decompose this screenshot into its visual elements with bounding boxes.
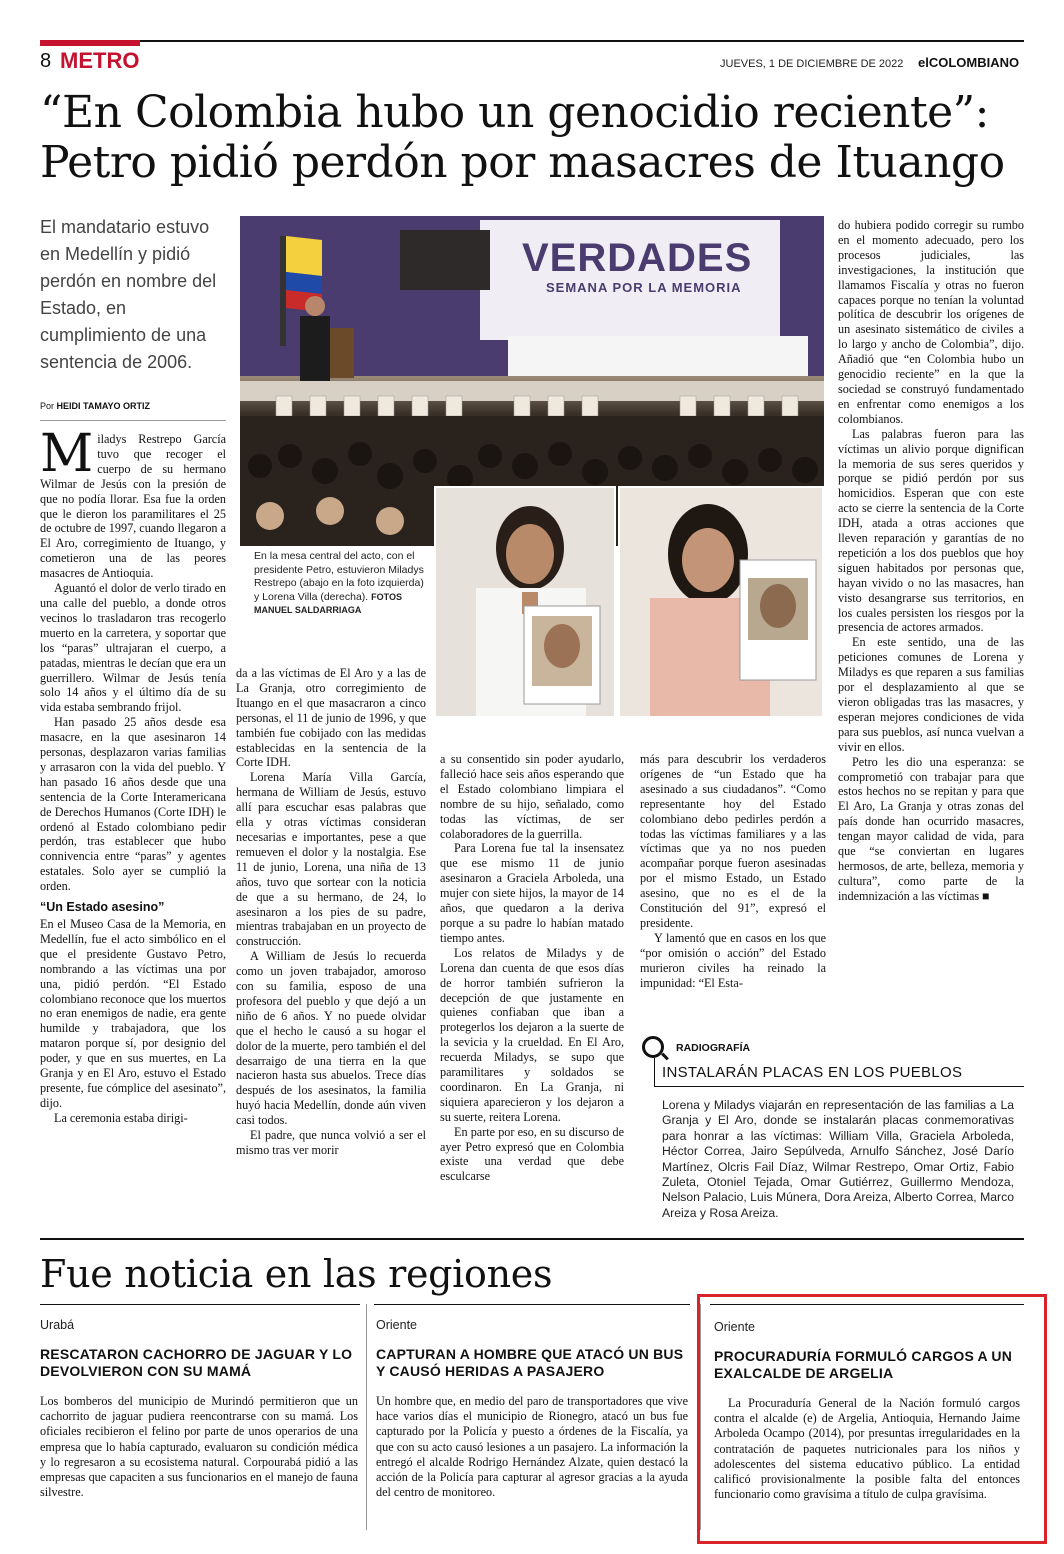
article-paragraph: Aguantó el dolor de verlo tirado en una calle del pueblo, a donde otros vecinos lo trasladaron tras recogerlo muerto en la carretera, y soportar que los “paras” ultrajaran el cuerpo, a patadas, mientras le decían que era un guerrillero. Wilmar de Jesús tenía solo 14 años y el último día de su vida estaba sembrando frijol. [40, 581, 226, 715]
article-paragraph: La ceremonia estaba dirigi- [54, 1110, 188, 1125]
dropcap: M [40, 424, 94, 484]
deck: El mandatario estuvo en Medellín y pidió perdón en nombre del Estado, en cumplimiento de una sentencia de 2006. [40, 217, 217, 372]
radiografia-text: Lorena y Miladys viajarán en representación de las familias a La Granja y El Aro, donde se instalarán placas conmemorativas para honrar a las víctimas: William Villa, Graciela Arboleda, Héctor Correa, Jairo Sepúlveda, Arnulfo Sánchez, José Darío Martínez, Olcris Fail Díaz, Wilmar Restrepo, Omar Ortiz, Fabio Zuleta, Otoniel Tejada, Omar Gutiérrez, Guillermo Mendoza, Nelson Palacio, Luis Múnera, Dora Areiza, Alberto Correa, Marco Areiza y Rosa Areiza. [662, 1098, 1014, 1220]
article-paragraph: Para Lorena fue tal la insensatez que ese mismo 11 de junio asesinaron a Graciela Arboleda, una mujer con siete hijos, la mayor de 14 años, que quedaron a la deriva porque a su padre lo habían matado tiempo antes. [440, 841, 624, 945]
brief-title: RESCATARON CACHORRO DE JAGUAR Y LO DEVOLVIERON CON SU MAMÁ [40, 1346, 353, 1379]
byline-prefix: Por [40, 401, 55, 411]
article-column-2 [236, 666, 426, 1158]
byline [40, 401, 150, 411]
brand-logo: elCOLOMBIANO [918, 55, 1020, 70]
headline: “En Colombia hubo un genocidio reciente”: Petro pidió perdón por masacres de Ituango [40, 87, 1005, 188]
dateline: JUEVES, 1 DE DICIEMBRE DE 2022 [720, 58, 904, 70]
byline-rule [40, 420, 226, 421]
article-subhead: “Un Estado asesino” [40, 900, 165, 915]
article-paragraph: Miladys Restrepo García tuvo que recoger el cuerpo de su hermano Wilmar de Jesús con la presión de que no podía llorar. Esa fue la orden que le dieron los paramilitares el 25 de octubre de 1997, cuando llegaron a El Aro, corregimiento de Ituango, y cometieron una de las peores masacres de Antioquia. [40, 424, 226, 581]
brief-text: Los bomberos del municipio de Murindó permitieron que un cachorrito de jaguar pudiera reencontrarse con su mamá. Los oficiales recibieron el felino por parte de unos operarios de una empresa que lo había capturado, evaluaron su condición médica y lo regresaron a su ecosistema natural. Corpourabá pidió a las empresas que capaciten a sus funcionarios en el manejo de fauna silvestre. [40, 1394, 358, 1500]
article-column-1 [40, 424, 226, 1126]
article-column-5 [838, 218, 1024, 904]
article-paragraph: El padre, que nunca volvió a ser el mismo tras ver morir [236, 1128, 426, 1157]
section-color-bar [40, 40, 140, 46]
brief-region: Urabá [40, 1318, 75, 1332]
brief-divider [366, 1304, 367, 1530]
article-column-4 [640, 752, 826, 991]
brief-text: Un hombre que, en medio del paro de transportadores que vive hace varios días el municipio de Rionegro, atacó un bus fue capturado por la Policía y puesto a órdenes de la Fiscalía, ya que con su acto causó lesiones a un pasajero. La información la entregó el alcalde Rodrigo Hernández Alzate, quien destacó la acción de la Policía para capturar al agresor gracias a la ayuda del centro de monitoreo. [376, 1394, 688, 1500]
photo-miladys [434, 486, 616, 718]
byline-author: HEIDI TAMAYO ORTIZ [56, 401, 151, 411]
regions-title: Fue noticia en las regiones [40, 1252, 553, 1296]
radiografia-label: RADIOGRAFÍA [676, 1042, 751, 1054]
article-paragraph: Y lamentó que en casos en los que “por omisión o acción” del Estado murieron civiles ha reinado la impunidad: “El Esta- [640, 930, 826, 990]
banner-subtitle: SEMANA POR LA MEMORIA [546, 280, 742, 295]
article-paragraph: Han pasado 25 años desde esa masacre, en la que asesinaron 14 personas, desplazaron varias familias y arrasaron con la vida del pueblo. Y han pasado 16 años desde que una sentencia de la Corte Interamericana de Derechos Humanos (Corte IDH) le ordenó al Estado colombiano pedir perdón, tras establecer que hubo connivencia entre “paras” y agentes estatales. Solo ayer se cumplió la orden. [40, 715, 226, 894]
article-paragraph: En este sentido, una de las peticiones comunes de Lorena y Miladys es que reparen a sus familias por el desplazamiento al que se vieron obligadas tras las masacres, y esperan mejores condiciones de vida para sus pueblos, así nunca vuelvan a vivir en ellos. [838, 635, 1024, 754]
radiografia-rule [654, 1086, 1024, 1087]
banner-title: VERDADES [522, 236, 753, 280]
brief-rule [374, 1304, 690, 1305]
brief-text: La Procuraduría General de la Nación formuló cargos contra el alcalde (e) de Argelia, Antioquia, Hernando Jaime Arboleda Ocampo (2014), por presuntas irregularidades en la contratación de paquetes nutricionales para los niños y adolescentes del sistema educativo público. La entidad calificó provisionalmente la posible falta del entonces funcionario como gravísima a título de culpa gravísima. [714, 1396, 1020, 1502]
article-paragraph: más para descubrir los verdaderos orígenes de “un Estado que ha asesinado a sus ciudadanos”. “Como representante hoy del Estado colombiano debo pedirles perdón a todas las víctimas familiares y a las víctimas que ya no nos pueden acompañar porque fueron asesinadas por el mismo Estado, un Estado asesino, que no es el de la Constitución del 91”, expresó el presidente. [640, 752, 826, 930]
article-paragraph: Lorena María Villa García, hermana de William de Jesús, estuvo allí para escuchar esas palabras que ella y otras víctimas consideran necesarias e importantes, pese a que remueven el dolor y la nostalgia. Ese 11 de junio, Lorena, una niña de 13 años, tuvo que sortear con la noticia de que a su hermano, de 24, lo asesinaron a los pies de su padre, mientras trabajaban en un proyecto de construcción. [236, 770, 426, 949]
radiografia-vrule [654, 1058, 655, 1086]
article-paragraph: A William de Jesús lo recuerda como un joven trabajador, amoroso con su familia, esposo de una profesora del pueblo y que dejó a un niño de 6 años. Y no puede olvidar que el hecho le causó a su hogar el dolor de la muerte, pero también el del desarraigo de una tierra en la que nacieron hasta sus abuelos. Trece días después de los asesinatos, la familia huyó hacia Medellín, donde aún viven casi todos. [236, 949, 426, 1128]
brief-title: CAPTURAN A HOMBRE QUE ATACÓ UN BUS Y CAUSÓ HERIDAS A PASAJERO [376, 1346, 684, 1379]
section-name: METRO [60, 48, 140, 73]
portrait-illustration-right [620, 488, 824, 718]
article-paragraph: Las palabras fueron para las víctimas un alivio porque dignifican la memoria de sus seres queridos y porque se pidió perdón por sus homicidios. Esperan que con este acto se cierre la sentencia de la Corte IDH, atada a otras acciones que lleven reparación y garantías de no repetición a los dos pueblos que hoy siguen habitados por personas que, hayan vivido o no las masacres, han visto desangrarse sus territorios, en los cuales persisten los riesgos por la presencia de actores armados. [838, 426, 1024, 635]
article-paragraph: En parte por eso, en su discurso de ayer Petro expresó que en Colombia existe una verdad que debe esculcarse [440, 1124, 624, 1184]
caption-text: En la mesa central del acto, con el presidente Petro, estuvieron Miladys Restrepo (abajo en la foto izquierda) y Lorena Villa (derecha). [254, 550, 424, 603]
article-paragraph: da a las víctimas de El Aro y a las de La Granja, otro corregimiento de Ituango en el que masacraron a cinco personas, el 11 de junio de 1996, y que también fue cobijado con las medidas establecidas en la sentencia de la Corte IDH. [236, 666, 426, 770]
radiografia-title: INSTALARÁN PLACAS EN LOS PUEBLOS [662, 1064, 963, 1081]
top-rule [40, 40, 1024, 42]
article-column-3 [440, 752, 624, 1184]
brief-region: Oriente [714, 1320, 755, 1334]
photo-lorena [618, 486, 824, 718]
article-paragraph: a su consentido sin poder ayudarlo, falleció hace seis años esperando que el Estado colombiano limpiara el nombre de su hijo, señalado, como todas las víctimas, de ser colaboradores de la guerrilla. [440, 752, 624, 841]
article-paragraph: En el Museo Casa de la Memoria, en Medellín, fue el acto simbólico en el que el presidente Gustavo Petro, nombrando a las víctimas una por una, pidió perdón. “El Estado colombiano reconoce que los muertos no eran enemigos de nadie, era gente humilde y trabajadora, que los mataron porque sí, por designio del poder, y que en sus muertes, en La Granja y en El Aro, estuvo el Estado presente, fue cómplice del asesinato”, dijo. [40, 917, 226, 1110]
photo-credit: FOTOS MANUEL SALDARRIAGA [254, 591, 402, 615]
article-paragraph: Los relatos de Miladys y de Lorena dan cuenta de que esos días de horror también sufrieron la decepción de que justamente en quienes confiaban que iban a protegerlos los dejaron a la suerte de la sevicia y la crueldad. En El Aro, recuerda Miladys, se supo que paramilitares y soldados se coordinaron. En La Granja, ni siquiera aparecieron y los dejaron a su suerte, reitera Lorena. [440, 945, 624, 1124]
radiografia-box [640, 1034, 1024, 1224]
article-paragraph: do hubiera podido corregir su rumbo en el momento adecuado, pero los procesos judiciales, las investigaciones, la institución que llamamos Fiscalía y otras no fueron capaces porque no tenían la voluntad política de descubrir los orígenes de un asesinato sistemático de civiles a lo largo y ancho de Colombia”, dijo. Añadió que “en Colombia hubo un genocidio reciente” en la que la sociedad se construyó fundamentado en enfrentar como enemigos a los colombianos. [838, 218, 1024, 426]
page-number: 8 [40, 50, 52, 72]
highlight-box [697, 1294, 1047, 1544]
portrait-illustration-left [436, 488, 616, 718]
magnifier-icon [642, 1036, 664, 1058]
photo-caption [254, 550, 428, 618]
article-paragraph: Petro les dio una esperanza: se comprometió con trabajar para que estos hechos no se repitan y para que El Aro, La Granja y otras zonas del país donde han ocurrido masacres, tengan mayor calidad de vida, para que “se conviertan en lugares hermosos, de arte, belleza, memoria y cultura”, como parte de la indemnización a las víctimas ■ [838, 754, 1024, 903]
brief-region: Oriente [376, 1318, 417, 1332]
brief-rule [40, 1304, 360, 1305]
brief-title: PROCURADURÍA FORMULÓ CARGOS A UN EXALCALDE DE ARGELIA [714, 1348, 1013, 1381]
regions-top-rule [40, 1238, 1024, 1240]
